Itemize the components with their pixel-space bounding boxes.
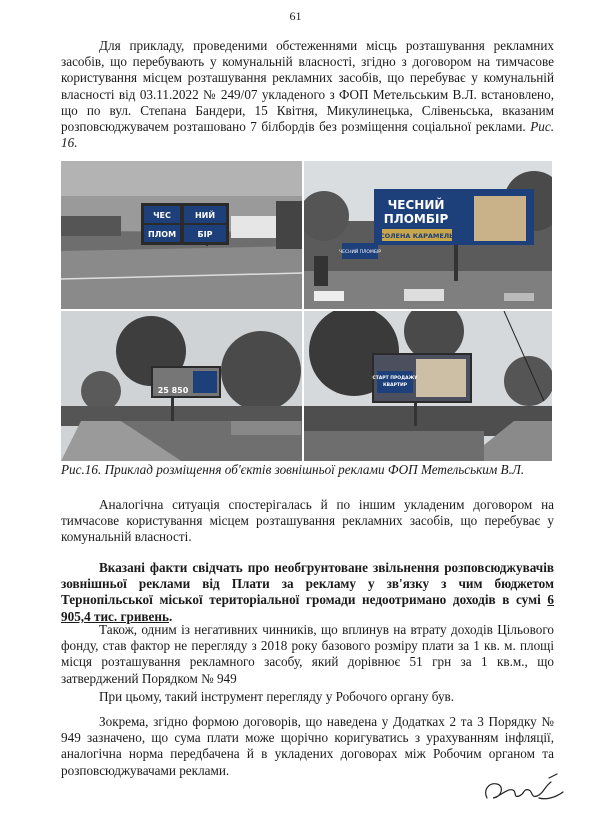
photo-billboard-trees [61,311,302,461]
lost-revenue-amount: 6 905,4 тис. гривень [61,592,554,624]
paragraph-negative-factors [61,622,554,687]
photo-billboard-street-2 [304,161,552,309]
figure-caption-label: Рис.16. [61,462,102,477]
page-number: 61 [289,9,302,23]
figure-caption [61,462,554,478]
paragraph-example [61,38,554,151]
billboard-realty-line-1: СТАРТ ПРОДАЖУ [372,376,418,381]
paragraph-conclusion [61,560,554,625]
small-billboard-text: ЧЕСНИЙ ПЛОМБІР [339,250,381,255]
paragraph-similar-situation-text: Аналогічна ситуація спостерігалась й по іншим укладеним договором на тимчасове користування місцем розташування рекламних засобів, що перебуває у комунальній власності. [61,497,554,545]
billboard-headline-2: ПЛОМБІР [383,212,449,226]
photo-billboard-street-1 [61,161,302,309]
handwritten-signature [479,768,569,808]
paragraph-conclusion-text: Вказані факти свідчать про необгрунтоване звільнення розповсюджувачів зовнішньої реклами від Плати за рекламу у зв'язку з чим бюджетом Тернопільської міської територіальної громади недоотримано доходів в сумі [61,560,554,608]
billboard-word-3: ПЛОМ [147,230,177,239]
billboard-price: 25 850 [157,386,189,395]
paragraph-example-text: Для прикладу, проведеними обстеженнями місць розташування рекламних засобів, що перебувають у комунальній власності, згідно з договором на тимчасове користування місцем розташування рекламних засобів, що перебуває у комунальній власності від 03.11.2022 № 249/07 укладеного з ФОП Метельським В.Л. встановлено, що по вул. Степана Бандери, 15 Квітня, Микулинецька, Слівеньська, вказаним розповсюджувачем розташовано 7 білбордів без розміщення соціальної реклами. [61,38,554,135]
billboard-subtitle: СОЛЕНА КАРАМЕЛЬ [379,232,455,240]
paragraph-conclusion-end: . [168,608,173,624]
billboard-word-1: ЧЕС [153,211,171,220]
paragraph-tool-text: При цьому, такий інструмент перегляду у Робочого органу був. [99,689,455,704]
paragraph-negative-factors-text: Також, одним із негативних чинників, що вплинув на втрату доходів Цільового фонду, став фактор не перегляду з 2018 року базового розміру плати за 1 кв. м. площі місця розташування рекламного засобу, який дорівнює 51 грн за 1 кв.м., що затверджений Порядком № 949 [61,622,554,686]
billboard-word-2: НИЙ [194,211,216,220]
photo-collage [61,161,552,461]
billboard-headline-1: ЧЕСНИЙ [387,198,445,212]
paragraph-similar-situation [61,497,554,546]
photo-billboard-realty [304,311,552,461]
billboard-word-4: БІР [197,230,213,239]
paragraph-contract-forms-text: Зокрема, згідно формою договорів, що наведена у Додатках 2 та 3 Порядку № 949 зазначено, що сума плати може щорічно коригуватись з урахуванням інфляції, аналогічна норма передбачена й в укладених договорах між Робочим органом та розповсюджувачами реклами. [61,714,554,778]
billboard-realty-line-2: КВАРТИР [382,383,408,388]
paragraph-tool [61,689,554,705]
figure-caption-text: Приклад розміщення об'єктів зовнішньої реклами ФОП Метельським В.Л. [104,462,525,477]
figure-reference: Рис. 16. [61,119,555,151]
